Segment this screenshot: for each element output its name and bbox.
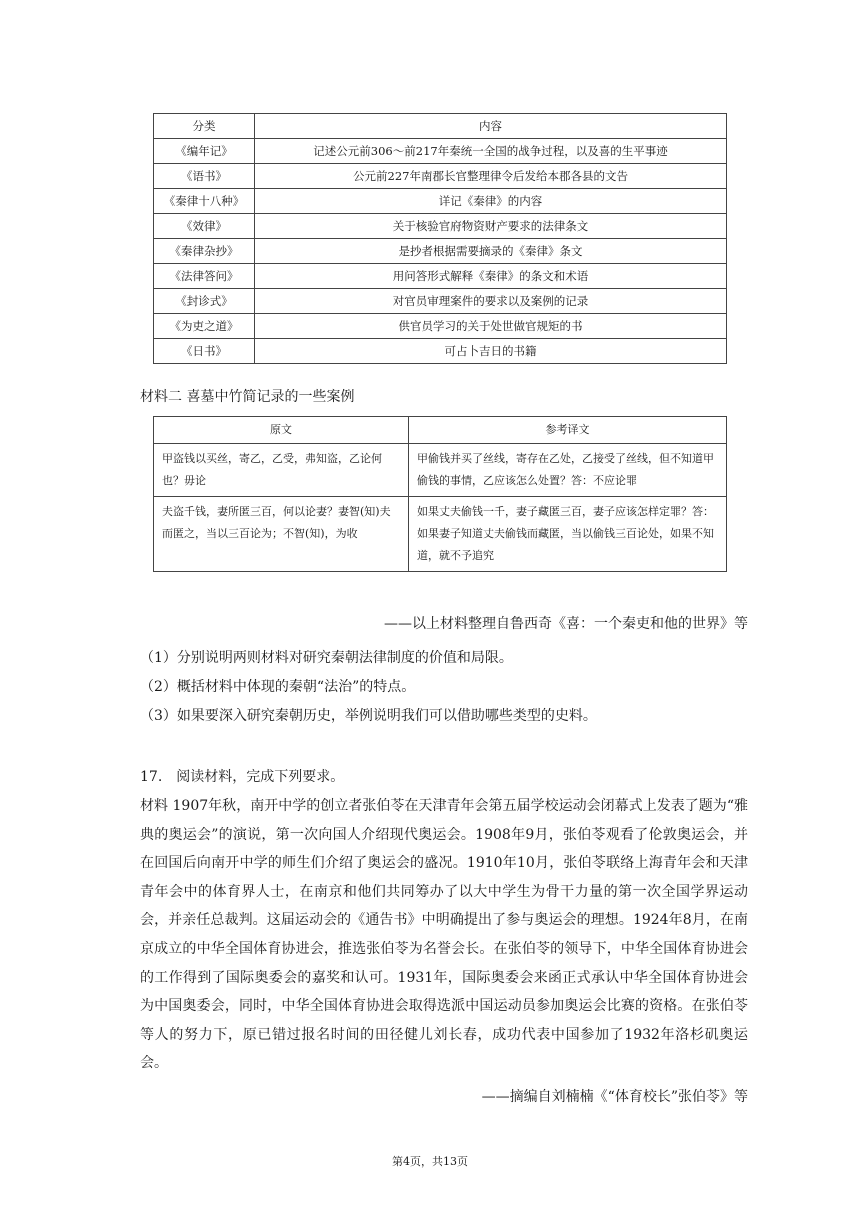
category-cell: 《秦律杂抄》 [154,239,255,264]
table-header-row [154,417,727,444]
content-cell: 可占卜吉日的书籍 [255,339,727,364]
translation-cell: 甲偷钱并买了丝线，寄存在乙处，乙接受了丝线，但不知道甲偷钱的事情，乙应该怎么处置？答：不应论罪 [409,444,727,497]
original-text-cell: 夫盗千钱，妻所匿三百，何以论妻？妻智(知)夫而匿之，当以三百论为；不智(知)，为收 [154,497,409,572]
header-content: 内容 [255,114,727,139]
translation-cell: 如果丈夫偷钱一千，妻子藏匿三百，妻子应该怎样定罪？答：如果妻子知道丈夫偷钱而藏匿，当以偷钱三百论处，如果不知道，就不予追究 [409,497,727,572]
table-row [154,164,727,189]
content-cell: 公元前227年南郡长官整理律令后发给本郡各县的文告 [255,164,727,189]
category-cell: 《编年记》 [154,139,255,164]
content-cell: 对官员审理案件的要求以及案例的记录 [255,289,727,314]
content-cell: 用问答形式解释《秦律》的条文和术语 [255,264,727,289]
question-17-material: 材料 1907年秋，南开中学的创立者张伯苓在天津青年会第五届学校运动会闭幕式上发表了题为“雅典的奥运会”的演说，第一次向国人介绍现代奥运会。1908年9月，张伯苓观看了伦敦奥运会，并在回国后向南开中学的师生们介绍了奥运会的盛况。1910年10月，张伯苓联络上海青年会和天津青年会中的体育界人士，在南京和他们共同筹办了以大中学生为骨干力量的第一次全国学界运动会，并亲任总裁判。这届运动会的《通告书》中明确提出了参与奥运会的理想。1924年8月，在南京成立的中华全国体育协进会，推选张伯苓为名誉会长。在张伯苓的领导下，中华全国体育协进会的工作得到了国际奥委会的嘉奖和认可。1931年，国际奥委会来函正式承认中华全国体育协进会为中国奥委会，同时，中华全国体育协进会取得选派中国运动员参加奥运会比赛的资格。在张伯苓等人的努力下，原已错过报名时间的田径健儿刘长春，成功代表中国参加了1932年洛杉矶奥运会。 [140,798,748,1072]
table-row [154,497,727,572]
category-cell: 《为吏之道》 [154,314,255,339]
original-text-cell: 甲盗钱以买丝，寄乙，乙受，弗知盗，乙论何也？毋论 [154,444,409,497]
category-cell: 《语书》 [154,164,255,189]
content-cell: 关于核验官府物资财产要求的法律条文 [255,214,727,239]
material-citation: ——以上材料整理自鲁西奇《喜：一个秦吏和他的世界》等 [384,616,748,632]
material-citation: ——摘编自刘楠楠《“体育校长”张伯苓》等 [481,1089,748,1105]
table-row [154,189,727,214]
case-records-table [153,416,727,572]
table-row [154,214,727,239]
content-cell: 供官员学习的关于处世做官规矩的书 [255,314,727,339]
category-cell: 《法律答问》 [154,264,255,289]
header-category: 分类 [154,114,255,139]
table-row [154,289,727,314]
category-cell: 《日书》 [154,339,255,364]
table-row [154,139,727,164]
table-row [154,239,727,264]
category-cell: 《效律》 [154,214,255,239]
table-row [154,339,727,364]
table-row [154,264,727,289]
question-17-heading [140,766,344,786]
question-prompt: 阅读材料，完成下列要求。 [176,769,345,785]
category-cell: 《封诊式》 [154,289,255,314]
question-item: （1）分别说明两则材料对研究秦朝法律制度的价值和局限。 [140,650,513,666]
question-item: （2）概括材料中体现的秦朝“法治”的特点。 [140,679,416,695]
page-footer: 第4页，共13页 [392,1155,468,1168]
table-row [154,444,727,497]
header-translation: 参考译文 [409,417,727,444]
content-cell: 详记《秦律》的内容 [255,189,727,214]
question-item: （3）如果要深入研究秦朝历史，举例说明我们可以借助哪些类型的史料。 [140,708,597,724]
content-cell: 是抄者根据需要摘录的《秦律》条文 [255,239,727,264]
table-header-row [154,114,727,139]
content-cell: 记述公元前306～前217年秦统一全国的战争过程，以及喜的生平事迹 [255,139,727,164]
table-row [154,314,727,339]
material-two-title: 材料二 喜墓中竹简记录的一些案例 [140,389,355,405]
bamboo-slips-category-table [153,113,727,364]
header-original-text: 原文 [154,417,409,444]
question-number: 17. [140,769,163,785]
category-cell: 《秦律十八种》 [154,189,255,214]
